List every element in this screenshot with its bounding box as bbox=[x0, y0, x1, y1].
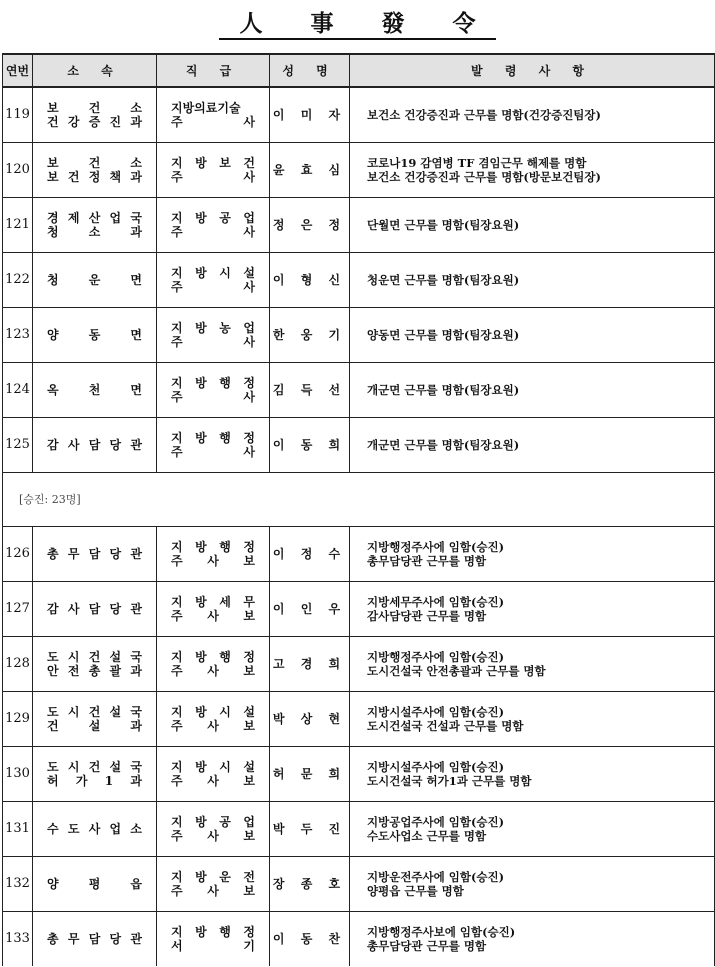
table-row bbox=[3, 142, 715, 197]
order-line: 지방운전주사에 임함(승진) bbox=[367, 869, 505, 884]
rank-line: 주 사 bbox=[171, 114, 255, 129]
rank-cell bbox=[157, 417, 270, 472]
rank-line: 지 방 행 정 bbox=[171, 924, 255, 939]
department-line: 감 사 담 당 관 bbox=[47, 601, 142, 616]
table-body-promotions bbox=[3, 526, 715, 966]
order-line: 단월면 근무를 명함(팀장요원) bbox=[367, 217, 520, 232]
rank-cell bbox=[157, 581, 270, 636]
row-number: 124 bbox=[3, 362, 33, 417]
department-cell bbox=[33, 856, 157, 911]
department-line: 허 가 1 과 bbox=[47, 773, 142, 788]
department-line: 보 건 소 bbox=[47, 100, 142, 115]
table-header-row bbox=[3, 54, 715, 87]
rank-line: 지 방 공 업 bbox=[171, 210, 255, 225]
department-cell bbox=[33, 142, 157, 197]
table-row bbox=[3, 746, 715, 801]
rank-cell bbox=[157, 801, 270, 856]
rank-line: 주 사 bbox=[171, 389, 255, 404]
person-name: 이 정 수 bbox=[270, 526, 350, 581]
table-row bbox=[3, 526, 715, 581]
rank-line: 지 방 행 정 bbox=[171, 430, 255, 445]
order-line: 감사담당관 근무를 명함 bbox=[367, 608, 487, 623]
department-line: 보 건 정 책 과 bbox=[47, 169, 142, 184]
table-row bbox=[3, 691, 715, 746]
rank-line: 지 방 운 전 bbox=[171, 869, 255, 884]
department-line: 청 소 과 bbox=[47, 224, 142, 239]
rank-line: 주 사 보 bbox=[171, 553, 255, 568]
rank-line: 지 방 공 업 bbox=[171, 814, 255, 829]
rank-line: 지 방 시 설 bbox=[171, 265, 255, 280]
document-title-text: 人 事 發 令 bbox=[219, 10, 495, 40]
rank-line: 지 방 보 건 bbox=[171, 155, 255, 170]
rank-cell bbox=[157, 746, 270, 801]
order-line: 총무담당관 근무를 명함 bbox=[367, 553, 487, 568]
row-number: 133 bbox=[3, 911, 33, 966]
person-name: 박 두 진 bbox=[270, 801, 350, 856]
row-number: 130 bbox=[3, 746, 33, 801]
rank-cell bbox=[157, 362, 270, 417]
rank-cell bbox=[157, 307, 270, 362]
order-line: 지방시설주사에 임함(승진) bbox=[367, 759, 505, 774]
department-cell bbox=[33, 526, 157, 581]
row-number: 123 bbox=[3, 307, 33, 362]
rank-line: 주 사 보 bbox=[171, 718, 255, 733]
department-cell bbox=[33, 911, 157, 966]
order-cell bbox=[350, 746, 715, 801]
order-cell bbox=[350, 307, 715, 362]
table-row bbox=[3, 856, 715, 911]
rank-line: 주 사 보 bbox=[171, 828, 255, 843]
header-name: 성 명 bbox=[270, 54, 350, 87]
order-cell bbox=[350, 691, 715, 746]
order-line: 도시건설국 안전총괄과 근무를 명함 bbox=[367, 663, 546, 678]
table-row bbox=[3, 362, 715, 417]
table-row bbox=[3, 252, 715, 307]
rank-line: 지 방 행 정 bbox=[171, 649, 255, 664]
person-name: 허 문 희 bbox=[270, 746, 350, 801]
department-line: 보 건 소 bbox=[47, 155, 142, 170]
row-number: 125 bbox=[3, 417, 33, 472]
table-row bbox=[3, 87, 715, 142]
row-number: 121 bbox=[3, 197, 33, 252]
rank-cell bbox=[157, 142, 270, 197]
order-cell bbox=[350, 801, 715, 856]
rank-cell bbox=[157, 911, 270, 966]
order-line: 지방행정주사보에 임함(승진) bbox=[367, 924, 516, 939]
rank-line: 주 사 bbox=[171, 444, 255, 459]
order-cell bbox=[350, 856, 715, 911]
order-line: 보건소 건강증진과 근무를 명함(방문보건팀장) bbox=[367, 169, 601, 184]
rank-line: 주 사 bbox=[171, 334, 255, 349]
department-cell bbox=[33, 307, 157, 362]
department-line: 건 설 과 bbox=[47, 718, 142, 733]
table-row bbox=[3, 417, 715, 472]
table-row bbox=[3, 307, 715, 362]
department-line: 수 도 사 업 소 bbox=[47, 821, 142, 836]
order-line: 도시건설국 허가1과 근무를 명함 bbox=[367, 773, 532, 788]
row-number: 129 bbox=[3, 691, 33, 746]
order-line: 지방행정주사에 임함(승진) bbox=[367, 539, 505, 554]
department-cell bbox=[33, 252, 157, 307]
section-row bbox=[3, 472, 715, 526]
department-cell bbox=[33, 691, 157, 746]
department-line: 도 시 건 설 국 bbox=[47, 759, 142, 774]
rank-line: 지 방 행 정 bbox=[171, 539, 255, 554]
rank-line: 주 사 보 bbox=[171, 883, 255, 898]
person-name: 이 인 우 bbox=[270, 581, 350, 636]
rank-line: 주 사 보 bbox=[171, 773, 255, 788]
order-cell bbox=[350, 362, 715, 417]
header-dept: 소 속 bbox=[33, 54, 157, 87]
order-line: 지방행정주사에 임함(승진) bbox=[367, 649, 505, 664]
order-cell bbox=[350, 526, 715, 581]
header-no: 연번 bbox=[3, 54, 33, 87]
row-number: 128 bbox=[3, 636, 33, 691]
order-cell bbox=[350, 581, 715, 636]
rank-cell bbox=[157, 636, 270, 691]
section-divider bbox=[3, 472, 715, 526]
rank-line: 지방의료기술 bbox=[171, 100, 241, 115]
order-cell bbox=[350, 636, 715, 691]
order-cell bbox=[350, 911, 715, 966]
person-name: 박 상 현 bbox=[270, 691, 350, 746]
rank-line: 주 사 bbox=[171, 279, 255, 294]
section-label: [승진: 23명] bbox=[3, 472, 715, 526]
order-cell bbox=[350, 142, 715, 197]
rank-line: 지 방 세 무 bbox=[171, 594, 255, 609]
rank-line: 지 방 시 설 bbox=[171, 759, 255, 774]
order-line: 코로나19 감염병 TF 겸임근무 해제를 명함 bbox=[367, 155, 587, 170]
row-number: 122 bbox=[3, 252, 33, 307]
person-name: 한 웅 기 bbox=[270, 307, 350, 362]
personnel-order-table bbox=[2, 53, 715, 966]
order-cell bbox=[350, 197, 715, 252]
person-name: 정 은 정 bbox=[270, 197, 350, 252]
table-row bbox=[3, 197, 715, 252]
row-number: 120 bbox=[3, 142, 33, 197]
rank-cell bbox=[157, 197, 270, 252]
order-line: 양평읍 근무를 명함 bbox=[367, 883, 464, 898]
department-cell bbox=[33, 197, 157, 252]
order-line: 총무담당관 근무를 명함 bbox=[367, 938, 487, 953]
rank-line: 주 사 bbox=[171, 224, 255, 239]
rank-line: 주 사 보 bbox=[171, 663, 255, 678]
rank-cell bbox=[157, 252, 270, 307]
order-cell bbox=[350, 252, 715, 307]
department-line: 감 사 담 당 관 bbox=[47, 437, 142, 452]
department-line: 총 무 담 당 관 bbox=[47, 546, 142, 561]
document-title bbox=[0, 10, 715, 40]
rank-line: 서 기 bbox=[171, 938, 255, 953]
department-line: 건 강 증 진 과 bbox=[47, 114, 142, 129]
department-line: 청 운 면 bbox=[47, 272, 142, 287]
rank-line: 지 방 농 업 bbox=[171, 320, 255, 335]
person-name: 윤 효 심 bbox=[270, 142, 350, 197]
department-cell bbox=[33, 746, 157, 801]
row-number: 127 bbox=[3, 581, 33, 636]
department-line: 옥 천 면 bbox=[47, 382, 142, 397]
header-order: 발 령 사 항 bbox=[350, 54, 715, 87]
rank-line: 지 방 행 정 bbox=[171, 375, 255, 390]
rank-cell bbox=[157, 856, 270, 911]
order-line: 지방공업주사에 임함(승진) bbox=[367, 814, 505, 829]
row-number: 132 bbox=[3, 856, 33, 911]
department-cell bbox=[33, 801, 157, 856]
person-name: 이 동 찬 bbox=[270, 911, 350, 966]
rank-line: 주 사 보 bbox=[171, 608, 255, 623]
person-name: 이 형 신 bbox=[270, 252, 350, 307]
department-cell bbox=[33, 581, 157, 636]
order-line: 지방시설주사에 임함(승진) bbox=[367, 704, 505, 719]
order-line: 양동면 근무를 명함(팀장요원) bbox=[367, 327, 520, 342]
table-row bbox=[3, 801, 715, 856]
rank-line: 주 사 bbox=[171, 169, 255, 184]
order-line: 수도사업소 근무를 명함 bbox=[367, 828, 487, 843]
person-name: 이 동 희 bbox=[270, 417, 350, 472]
department-line: 양 동 면 bbox=[47, 327, 142, 342]
department-cell bbox=[33, 87, 157, 142]
table-row bbox=[3, 911, 715, 966]
order-cell bbox=[350, 87, 715, 142]
row-number: 126 bbox=[3, 526, 33, 581]
order-line: 보건소 건강증진과 근무를 명함(건강증진팀장) bbox=[367, 107, 601, 122]
department-line: 도 시 건 설 국 bbox=[47, 704, 142, 719]
table-body-transfers bbox=[3, 87, 715, 472]
department-cell bbox=[33, 417, 157, 472]
department-cell bbox=[33, 636, 157, 691]
header-rank: 직 급 bbox=[157, 54, 270, 87]
rank-cell bbox=[157, 87, 270, 142]
department-cell bbox=[33, 362, 157, 417]
person-name: 고 경 희 bbox=[270, 636, 350, 691]
department-line: 총 무 담 당 관 bbox=[47, 931, 142, 946]
order-line: 청운면 근무를 명함(팀장요원) bbox=[367, 272, 520, 287]
rank-line: 지 방 시 설 bbox=[171, 704, 255, 719]
table-row bbox=[3, 636, 715, 691]
order-line: 개군면 근무를 명함(팀장요원) bbox=[367, 437, 520, 452]
order-line: 도시건설국 건설과 근무를 명함 bbox=[367, 718, 524, 733]
person-name: 김 득 선 bbox=[270, 362, 350, 417]
order-line: 지방세무주사에 임함(승진) bbox=[367, 594, 505, 609]
order-cell bbox=[350, 417, 715, 472]
rank-cell bbox=[157, 691, 270, 746]
department-line: 도 시 건 설 국 bbox=[47, 649, 142, 664]
department-line: 경 제 산 업 국 bbox=[47, 210, 142, 225]
person-name: 이 미 자 bbox=[270, 87, 350, 142]
department-line: 안 전 총 괄 과 bbox=[47, 663, 142, 678]
order-line: 개군면 근무를 명함(팀장요원) bbox=[367, 382, 520, 397]
table-row bbox=[3, 581, 715, 636]
rank-cell bbox=[157, 526, 270, 581]
row-number: 119 bbox=[3, 87, 33, 142]
department-line: 양 평 읍 bbox=[47, 876, 142, 891]
person-name: 장 종 호 bbox=[270, 856, 350, 911]
row-number: 131 bbox=[3, 801, 33, 856]
